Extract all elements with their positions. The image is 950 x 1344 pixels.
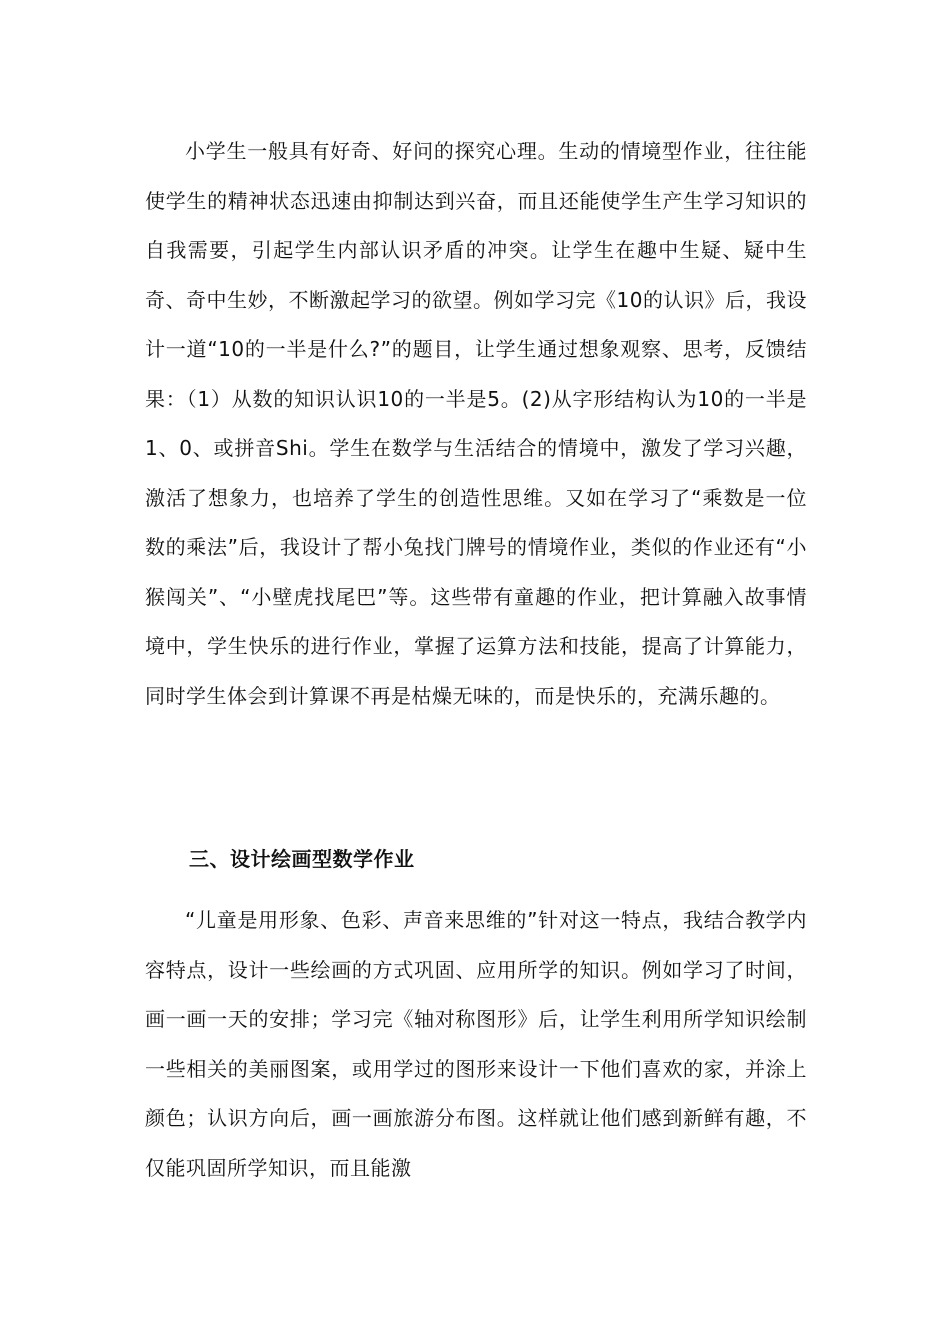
- body-paragraph: “儿童是用形象、色彩、声音来思维的”针对这一特点，我结合教学内容特点，设计一些绘画的方式巩固、应用所学的知识。例如学习了时间，画一画一天的安排；学习完《轴对称图形》后，让学生利用所学知识绘制一些相关的美丽图案，或用学过的图形来设计一下他们喜欢的家，并涂上颜色；认识方向后，画一画旅游分布图。这样就让他们感到新鲜有趣，不仅能巩固所学知识，而且能激: [145, 908, 807, 1180]
- section-heading: 三、设计绘画型数学作业: [189, 847, 415, 871]
- body-paragraph: 小学生一般具有好奇、好问的探究心理。生动的情境型作业，往往能使学生的精神状态迅速由抑制达到兴奋，而且还能使学生产生学习知识的自我需要，引起学生内部认识矛盾的冲突。让学生在趣中生疑、疑中生奇、奇中生妙，不断激起学习的欲望。例如学习完《10的认识》后，我设计一道“10的一半是什么?”的题目，让学生通过想象观察、思考，反馈结果：（1）从数的知识认识10的一半是5。(2)从字形结构认为10的一半是1、0、或拼音Shi。学生在数学与生活结合的情境中，激发了学习兴趣，激活了想象力，也培养了学生的创造性思维。又如在学习了“乘数是一位数的乘法”后，我设计了帮小兔找门牌号的情境作业，类似的作业还有“小猴闯关”、“小壁虎找尾巴”等。这些带有童趣的作业，把计算融入故事情境中，学生快乐的进行作业，掌握了运算方法和技能，提高了计算能力，同时学生体会到计算课不再是枯燥无味的，而是快乐的，充满乐趣的。: [145, 139, 807, 708]
